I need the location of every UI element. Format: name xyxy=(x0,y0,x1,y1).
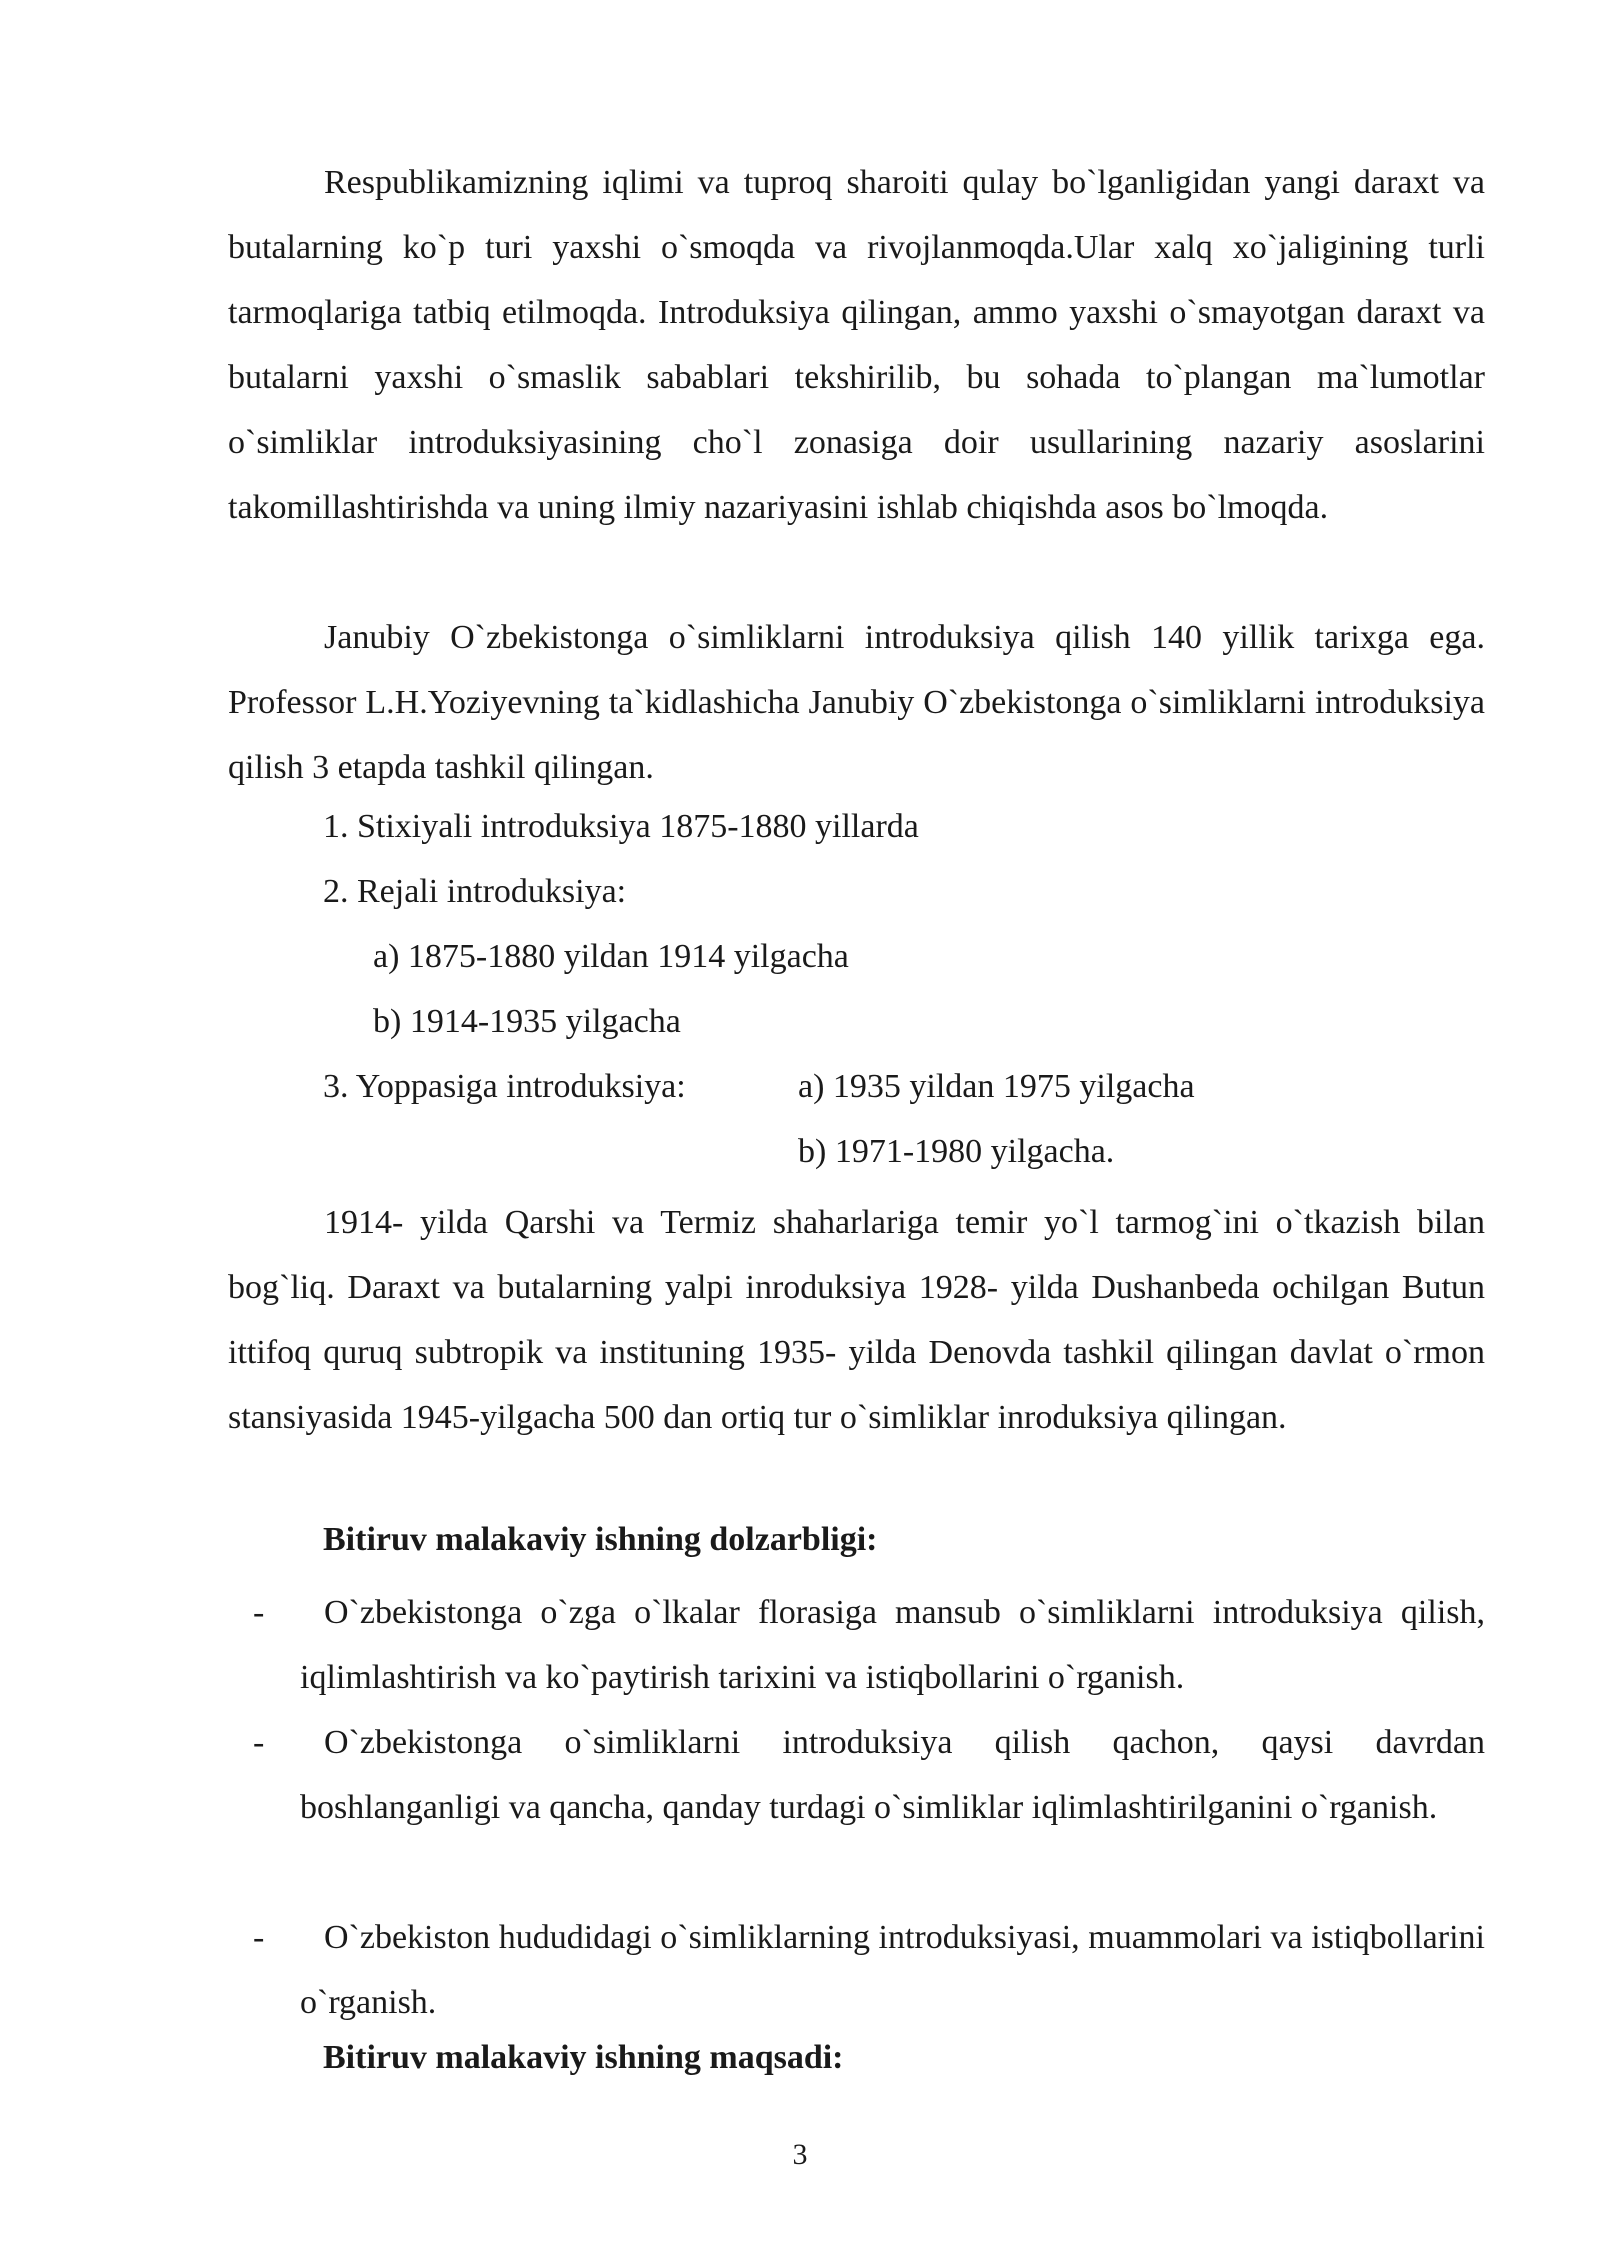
bullet-dash: - xyxy=(253,1919,265,1956)
stage-3b: b) 1971-1980 yilgacha. xyxy=(798,1133,1115,1170)
bullet-dash: - xyxy=(253,1724,265,1761)
relevance-item-text: O`zbekistonga o`simliklarni introduksiya qilish qachon, qaysi davrdan boshlanganligi va qancha, qanday turdagi o`simliklar iqlimlashtirilganini o`rganish. xyxy=(300,1724,1485,1826)
relevance-item xyxy=(300,1710,1485,1840)
relevance-item xyxy=(300,1905,1485,2035)
stage-3: 3. Yoppasiga introduksiya: xyxy=(323,1068,686,1105)
bullet-dash: - xyxy=(253,1594,265,1631)
relevance-item-text: O`zbekistonga o`zga o`lkalar florasiga mansub o`simliklarni introduksiya qilish, iqlimlashtirish va ko`paytirish tarixini va istiqbollarini o`rganish. xyxy=(300,1594,1485,1696)
stage-1: 1. Stixiyali introduksiya 1875-1880 yillarda xyxy=(323,808,919,845)
relevance-item xyxy=(300,1580,1485,1710)
stage-2: 2. Rejali introduksiya: xyxy=(323,873,627,910)
stage-2b: b) 1914-1935 yilgacha xyxy=(373,1003,681,1040)
paragraph-history: Janubiy O`zbekistonga o`simliklarni introduksiya qilish 140 yillik tarixga ega. Professor L.H.Yoziyevning ta`kidlashicha Janubiy O`zbekistonga o`simliklarni introduksiya qilish 3 etapda tashkil qilingan. xyxy=(228,619,1485,786)
stage-3a: a) 1935 yildan 1975 yilgacha xyxy=(798,1068,1195,1105)
page-number: 3 xyxy=(792,2138,808,2171)
paragraph-climate: Respublikamizning iqlimi va tuproq sharoiti qulay bo`lganligidan yangi daraxt va butalarning ko`p turi yaxshi o`smoqda va rivojlanmoqda.Ular xalq xo`jaligining turli tarmoqlariga tatbiq etilmoqda. Introduksiya qilingan, ammo yaxshi o`smayotgan daraxt va butalarni yaxshi o`smaslik sabablari tekshirilib, bu sohada to`plangan ma`lumotlar o`simliklar introduksiyasining cho`l zonasiga doir usullarining nazariy asoslarini takomillashtirishda va uning ilmiy nazariyasini ishlab chiqishda asos bo`lmoqda. xyxy=(228,164,1485,526)
relevance-heading: Bitiruv malakaviy ishning dolzarbligi: xyxy=(323,1521,878,1558)
goal-heading: Bitiruv malakaviy ishning maqsadi: xyxy=(323,2039,844,2076)
relevance-item-text: O`zbekiston hududidagi o`simliklarning introduksiyasi, muammolari va istiqbollarini o`rganish. xyxy=(300,1919,1485,2021)
stage-2a: a) 1875-1880 yildan 1914 yilgacha xyxy=(373,938,849,975)
paragraph-railway: 1914- yilda Qarshi va Termiz shaharlariga temir yo`l tarmog`ini o`tkazish bilan bog`liq. Daraxt va butalarning yalpi inroduksiya 1928- yilda Dushanbeda ochilgan Butun ittifoq quruq subtropik va instituning 1935- yilda Denovda tashkil qilingan davlat o`rmon stansiyasida 1945-yilgacha 500 dan ortiq tur o`simliklar inroduksiya qilingan. xyxy=(228,1204,1485,1436)
